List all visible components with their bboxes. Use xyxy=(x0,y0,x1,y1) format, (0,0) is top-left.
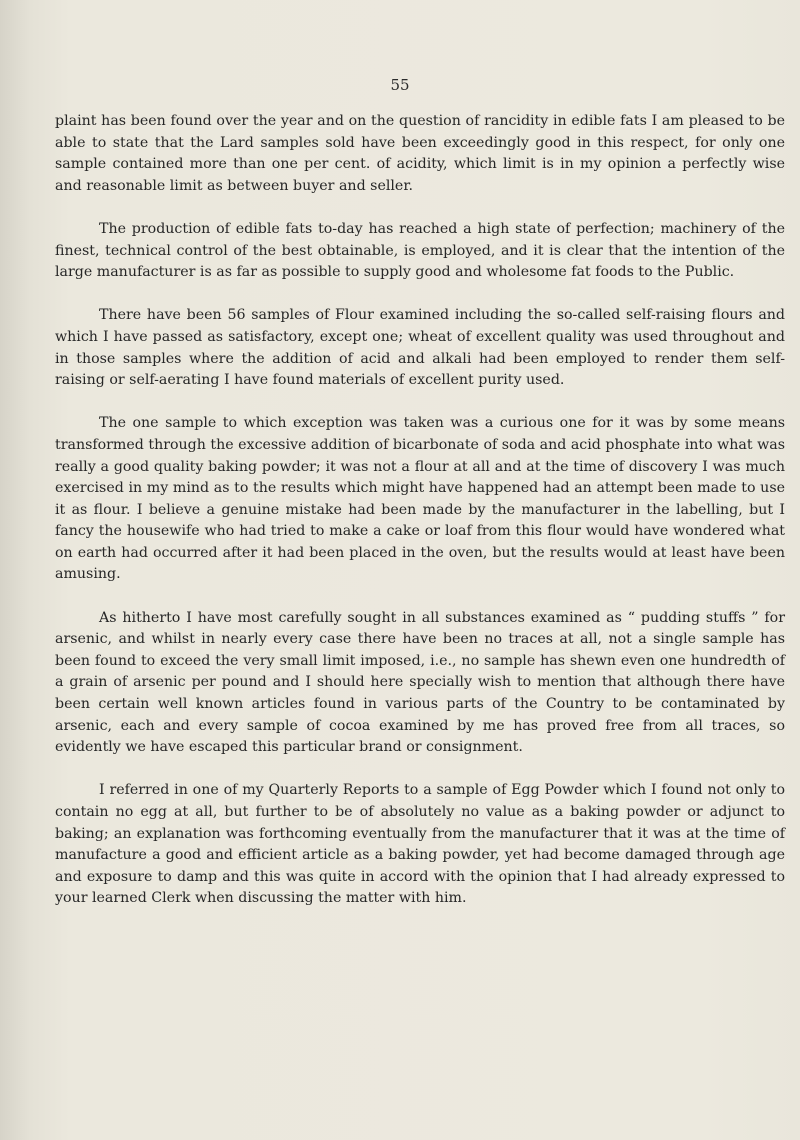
body-text xyxy=(55,111,785,932)
paragraph-arsenic: As hitherto I have most carefully sought in all substances examined as “ pudding stuffs ” for arsenic, and whilst in nearly every case there have been no traces at all, not a single sample has been found to exceed the very small limit imposed, i.e., no sample has shewn even one hundredth of a grain of arsenic per pound and I should here specially wish to mention that although there have been certain well known articles found in various parts of the Country to be contaminated by arsenic, each and every sample of cocoa examined by me has proved free from all traces, so evidently we have escaped this particular brand or consignment. xyxy=(55,609,785,756)
paragraph-edible-fats: The production of edible fats to-day has reached a high state of perfection; machinery of the finest, technical control of the best obtainable, is employed, and it is clear that the intention of the large manufacturer is as far as possible to supply good and wholesome fat foods to the Public. xyxy=(55,220,785,281)
paragraph-lard-acidity: plaint has been found over the year and on the question of rancidity in edible fats I am pleased to be able to state that the Lard samples sold have been exceedingly good in this respect, for only one sample contained more than one per cent. of acidity, which limit is in my opinion a perfectly wise and reasonable limit as between buyer and seller. xyxy=(55,113,785,194)
paragraph-egg-powder: I referred in one of my Quarterly Reports to a sample of Egg Powder which I found not only to contain no egg at all, but further to be of absolutely no value as a baking powder or adjunct to baking; an explanation was forthcoming eventually from the manufacturer that it was at the time of manufacture a good and efficient article as a baking powder, yet had become damaged through age and exposure to damp and this was quite in accord with the opinion that I had already expressed to your learned Clerk when discussing the matter with him. xyxy=(55,782,785,907)
paragraph-exception-sample: The one sample to which exception was taken was a curious one for it was by some means transformed through the excessive addition of bicarbonate of soda and acid phosphate into what was really a good quality baking powder; it was not a flour at all and at the time of discovery I was much exercised in my mind as to the results which might have happened had an attempt been made to use it as flour. I believe a genuine mistake had been made by the manufacturer in the labelling, but I fancy the housewife who had tried to make a cake or loaf from this flour would have wondered what on earth had occurred after it had been placed in the oven, but the results would at least have been amusing. xyxy=(55,415,785,583)
paragraph-flour-samples: There have been 56 samples of Flour examined including the so-called self-raising flours and which I have passed as satisfactory, except one; wheat of excellent quality was used throughout and in those samples where the addition of acid and alkali had been employed to render them self-raising or self-aerating I have found materials of excellent purity used. xyxy=(55,307,785,389)
page-number: 55 xyxy=(390,76,410,94)
